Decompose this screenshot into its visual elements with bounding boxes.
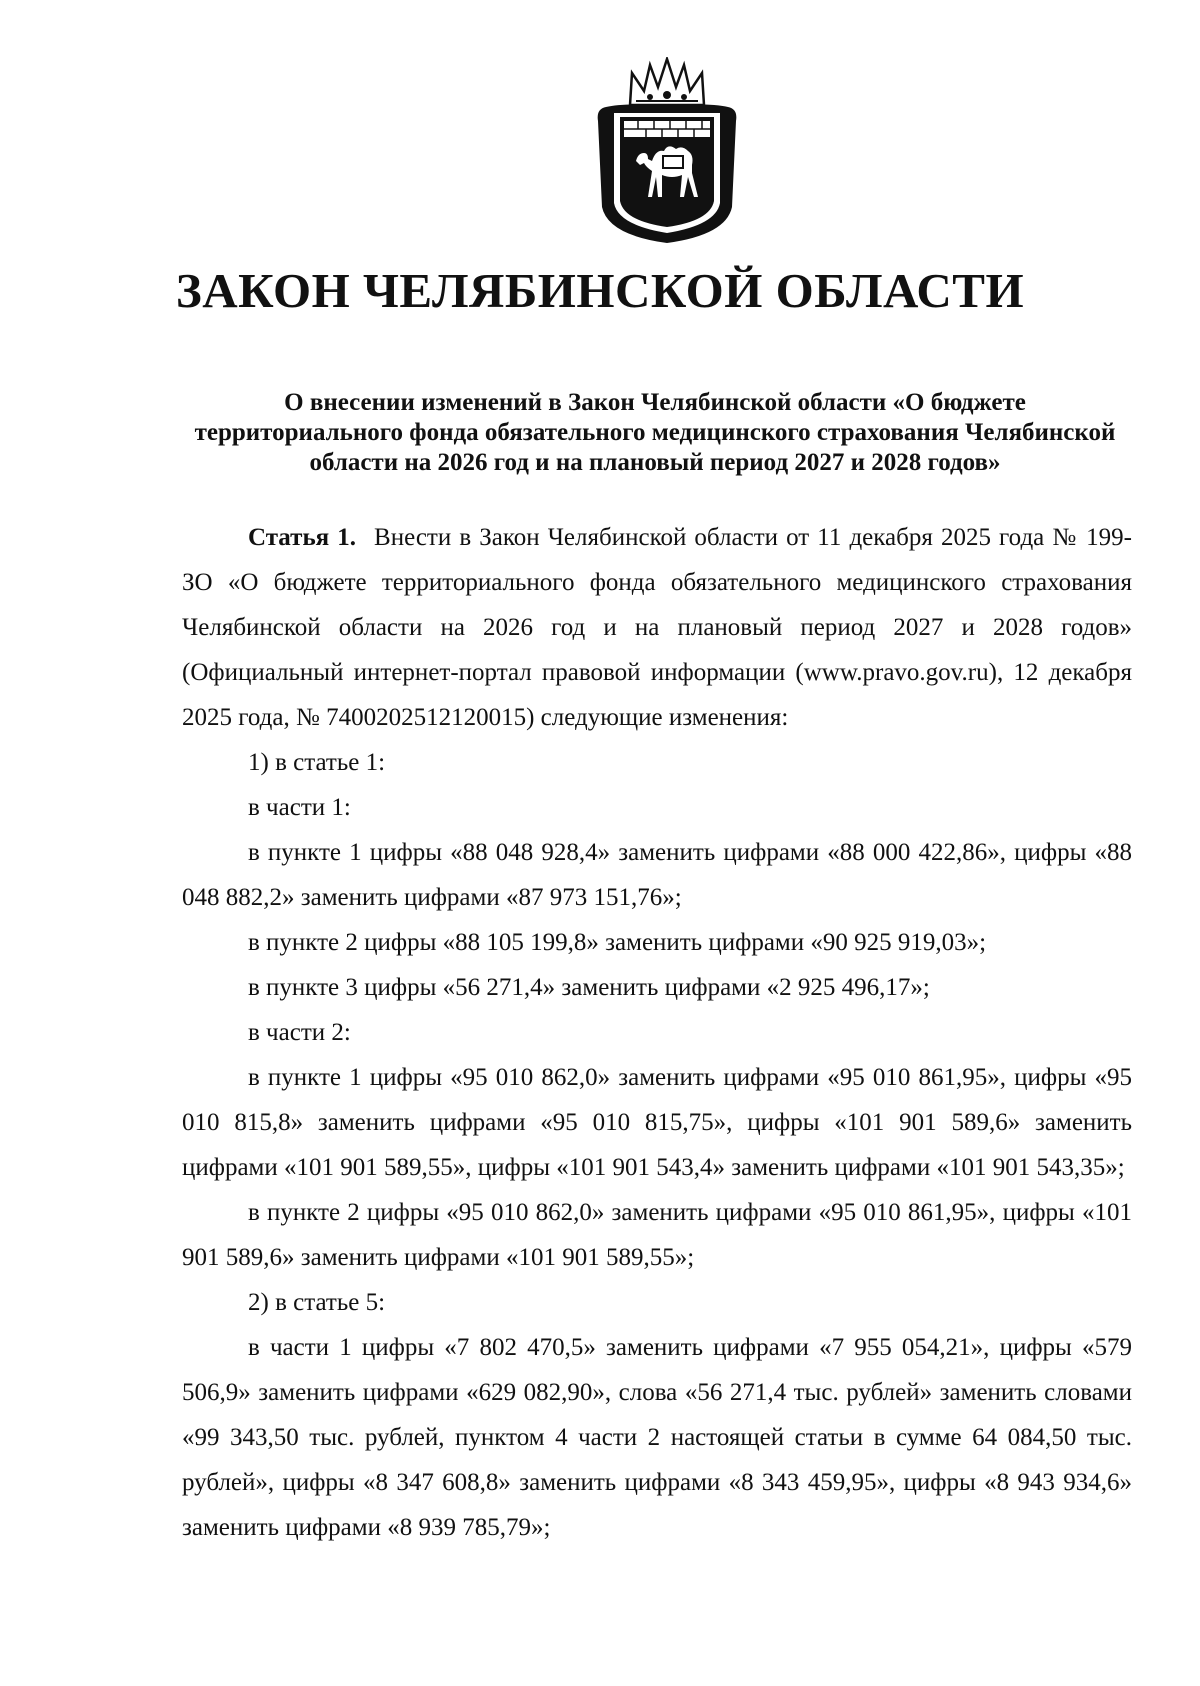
paragraph: в пункте 2 цифры «95 010 862,0» заменить цифрами «95 010 861,95», цифры «101 901 589,6» заменить цифрами «101 901 589,55»; (182, 1199, 1132, 1271)
paragraph: в части 1: (248, 794, 351, 821)
paragraph: в части 1 цифры «7 802 470,5» заменить цифрами «7 955 054,21», цифры «579 506,9» заменить цифрами «629 082,90», слова «56 271,4 тыс. рублей» заменить словами «99 343,50 тыс. рублей, пунктом 4 части 2 настоящей статьи в сумме 64 084,50 тыс. рублей», цифры «8 347 608,8» заменить цифрами «8 343 459,95», цифры «8 943 934,6» заменить цифрами «8 939 785,79»; (182, 1334, 1132, 1541)
paragraph: в пункте 2 цифры «88 105 199,8» заменить цифрами «90 925 919,03»; (248, 929, 987, 956)
article-intro-text: Внести в Закон Челябинской области от 11 декабря 2025 года № 199-ЗО «О бюджете территориального фонда обязательного медицинского страхования Челябинской области на 2026 год и на плановый период 2027 и 2028 годов» (Официальный интернет-портал правовой информации (www.pravo.gov.ru), 12 декабря 2025 года, № 7400202512120015) следующие изменения: (182, 524, 1132, 731)
law-subtitle (170, 388, 1140, 478)
subtitle-line: О внесении изменений в Закон Челябинской области «О бюджете (284, 389, 1026, 416)
subtitle-line: области на 2026 год и на плановый период 2027 и 2028 годов» (309, 449, 1001, 476)
paragraph: в пункте 1 цифры «95 010 862,0» заменить цифрами «95 010 861,95», цифры «95 010 815,8» заменить цифрами «95 010 815,75», цифры «101 901 589,6» заменить цифрами «101 901 589,55», цифры «101 901 543,4» заменить цифрами «101 901 543,35»; (182, 1064, 1132, 1181)
paragraph: 2) в статье 5: (248, 1289, 386, 1316)
law-body (182, 515, 1132, 1550)
coat-of-arms-emblem (592, 57, 742, 245)
paragraph: 1) в статье 1: (248, 749, 386, 776)
law-title: ЗАКОН ЧЕЛЯБИНСКОЙ ОБЛАСТИ (175, 263, 1025, 318)
paragraph: в пункте 3 цифры «56 271,4» заменить цифрами «2 925 496,17»; (248, 974, 930, 1001)
paragraph: в части 2: (248, 1019, 351, 1046)
article-label: Статья 1. (248, 524, 357, 551)
subtitle-line: территориального фонда обязательного медицинского страхования Челябинской (194, 419, 1116, 446)
article-1-paragraph (182, 515, 1132, 740)
paragraph: в пункте 1 цифры «88 048 928,4» заменить цифрами «88 000 422,86», цифры «88 048 882,2» заменить цифрами «87 973 151,76»; (182, 839, 1132, 911)
